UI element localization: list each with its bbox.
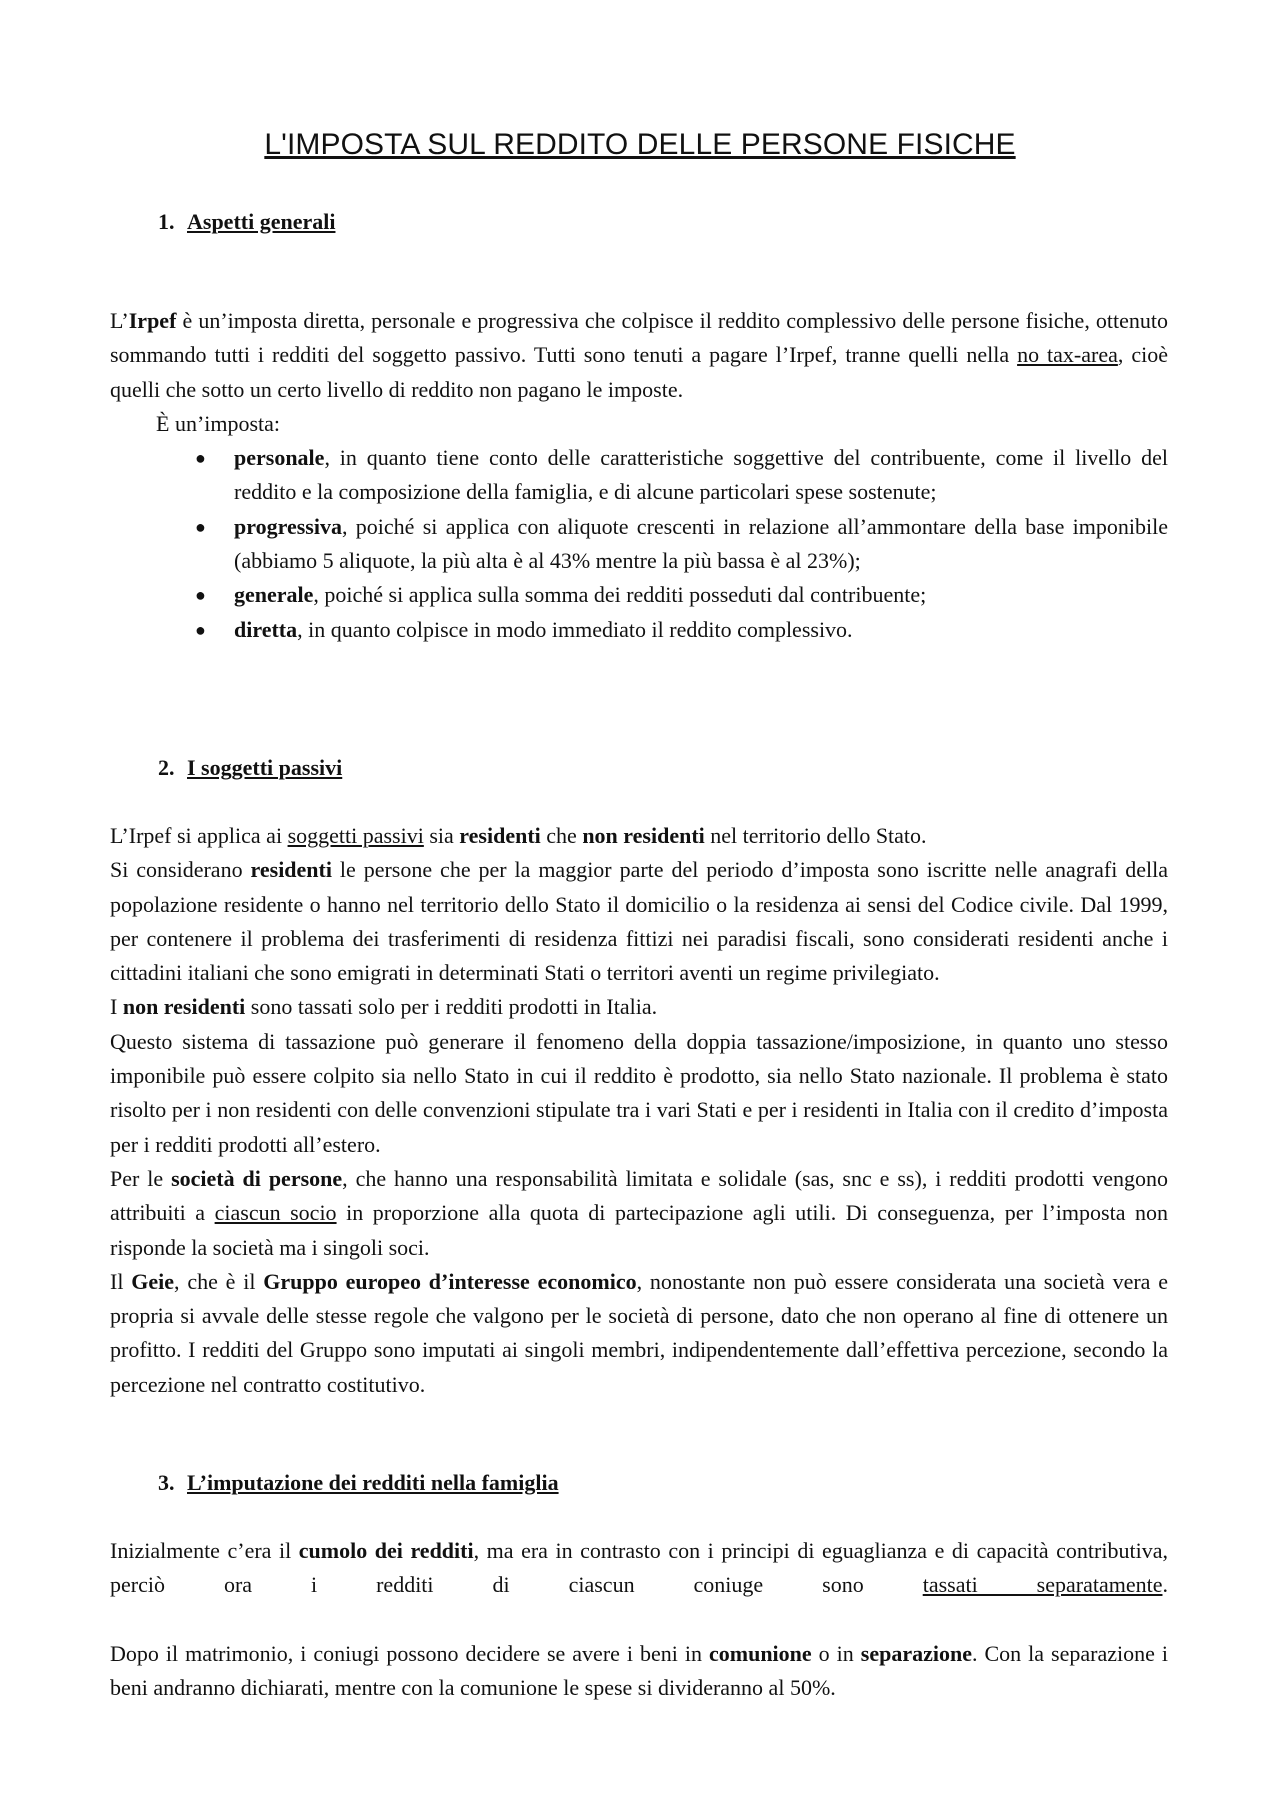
doppia-tassazione-paragraph: Questo sistema di tassazione può generare il fenomeno della doppia tassazione/imposizione, in quanto uno stesso imponibile può essere colpito sia nello Stato in cui il reddito è prodotto, sia nello Stato nazionale. Il problema è stato risolto per i non residenti con delle convenzioni stipulate tra i vari Stati e per i residenti in Italia con il credito d’imposta per i redditi prodotti all’estero. xyxy=(110,1028,1168,1157)
ciascun-socio-term: ciascun socio xyxy=(214,1200,337,1226)
section-2-number: 2. xyxy=(158,755,175,780)
section-2-title: I soggetti passivi xyxy=(187,755,343,780)
irpef-term: Irpef xyxy=(128,308,177,333)
section-2-heading xyxy=(158,751,342,785)
irpef-paragraph: L’Irpef è un’imposta diretta, personale e progressiva che colpisce il reddito complessivo delle persone fisiche, ottenuto sommando tutti i redditi del soggetto passivo. Tutti sono tenuti a pagare l’Irpef, tranne quelli nella no tax-area, cioè quelli che sotto un certo livello di reddito non pagano le imposte. xyxy=(110,308,1168,402)
residenti-paragraph: Si considerano residenti le persone che per la maggior parte del periodo d’imposta sono iscritte nelle anagrafi della popolazione residente o hanno nel territorio dello Stato il domicilio o la residenza ai sensi del Codice civile. Dal 1999, per contenere il problema dei trasferimenti di residenza fittizi nei paradisi fiscali, sono considerati residenti anche i cittadini italiani che sono emigrati in determinati Stati o territori aventi un regime privilegiato. xyxy=(110,857,1168,986)
section-2-body xyxy=(110,819,1168,1402)
section-3-title: L’imputazione dei redditi nella famiglia xyxy=(187,1470,559,1495)
imposta-features-list xyxy=(110,441,1168,647)
list-item: ● generale, poiché si applica sulla somma dei redditi posseduti dal contribuente; xyxy=(110,578,1168,612)
bullet-icon: ● xyxy=(195,619,206,640)
bullet-icon: ● xyxy=(195,585,206,606)
cumolo-paragraph: Inizialmente c’era il cumolo dei redditi, ma era in contrasto con i principi di eguaglianza e di capacità contributiva, perciò ora i redditi di ciascun coniuge sono tassati separatamente. xyxy=(110,1538,1168,1598)
soggetti-passivi-term: soggetti passivi xyxy=(287,823,424,848)
societa-persone-paragraph: Per le società di persone, che hanno una responsabilità limitata e solidale (sas, snc e ss), i redditi prodotti vengono attribuiti a ciascun socio in proporzione alla quota di partecipazione agli utili. Di conseguenza, per l’imposta non risponde la società ma i singoli soci. xyxy=(110,1165,1169,1260)
list-item: ● progressiva, poiché si applica con aliquote crescenti in relazione all’ammontare della base imponibile (abbiamo 5 aliquote, la più alta è al 43% mentre la più bassa è al 23%); xyxy=(110,510,1168,579)
section-3-body-2 xyxy=(110,1637,1168,1706)
section-1-number: 1. xyxy=(158,209,175,234)
section-3-heading xyxy=(158,1466,559,1500)
no-tax-area-term: no tax-area xyxy=(1017,342,1118,368)
geie-paragraph: Il Geie, che è il Gruppo europeo d’interesse economico, nonostante non può essere considerata una società vera e propria si avvale delle stesse regole che valgono per le società di persone, dato che non operano al fine di ottenere un profitto. I redditi del Gruppo sono imputati ai singoli membri, indipendentemente dall’effettiva percezione, secondo la percezione nel contratto costitutivo. xyxy=(110,1268,1168,1397)
non-residenti-paragraph: I non residenti sono tassati solo per i redditi prodotti in Italia. xyxy=(110,994,658,1020)
section-1-body xyxy=(110,304,1168,647)
tassati-separatamente-term: tassati separatamente xyxy=(922,1572,1163,1598)
imposta-intro: È un’imposta: xyxy=(156,410,281,436)
page-title: L'IMPOSTA SUL REDDITO DELLE PERSONE FISICHE xyxy=(264,128,1016,161)
section-1-title: Aspetti generali xyxy=(187,209,336,234)
section-3-body xyxy=(110,1534,1168,1603)
bullet-icon: ● xyxy=(195,516,206,537)
soggetti-passivi-paragraph: L’Irpef si applica ai soggetti passivi sia residenti che non residenti nel territorio dello Stato. xyxy=(110,823,927,848)
section-1-heading xyxy=(158,205,335,239)
list-item: ● diretta, in quanto colpisce in modo immediato il reddito complessivo. xyxy=(110,613,1168,647)
matrimonio-paragraph: Dopo il matrimonio, i coniugi possono decidere se avere i beni in comunione o in separazione. Con la separazione i beni andranno dichiarati, mentre con la comunione le spese si divideranno al 50%. xyxy=(110,1641,1168,1701)
bullet-icon: ● xyxy=(195,448,206,469)
section-3-number: 3. xyxy=(158,1470,175,1495)
list-item: ● personale, in quanto tiene conto delle caratteristiche soggettive del contribuente, come il livello del reddito e la composizione della famiglia, e di alcune particolari spese sostenute; xyxy=(110,441,1168,510)
